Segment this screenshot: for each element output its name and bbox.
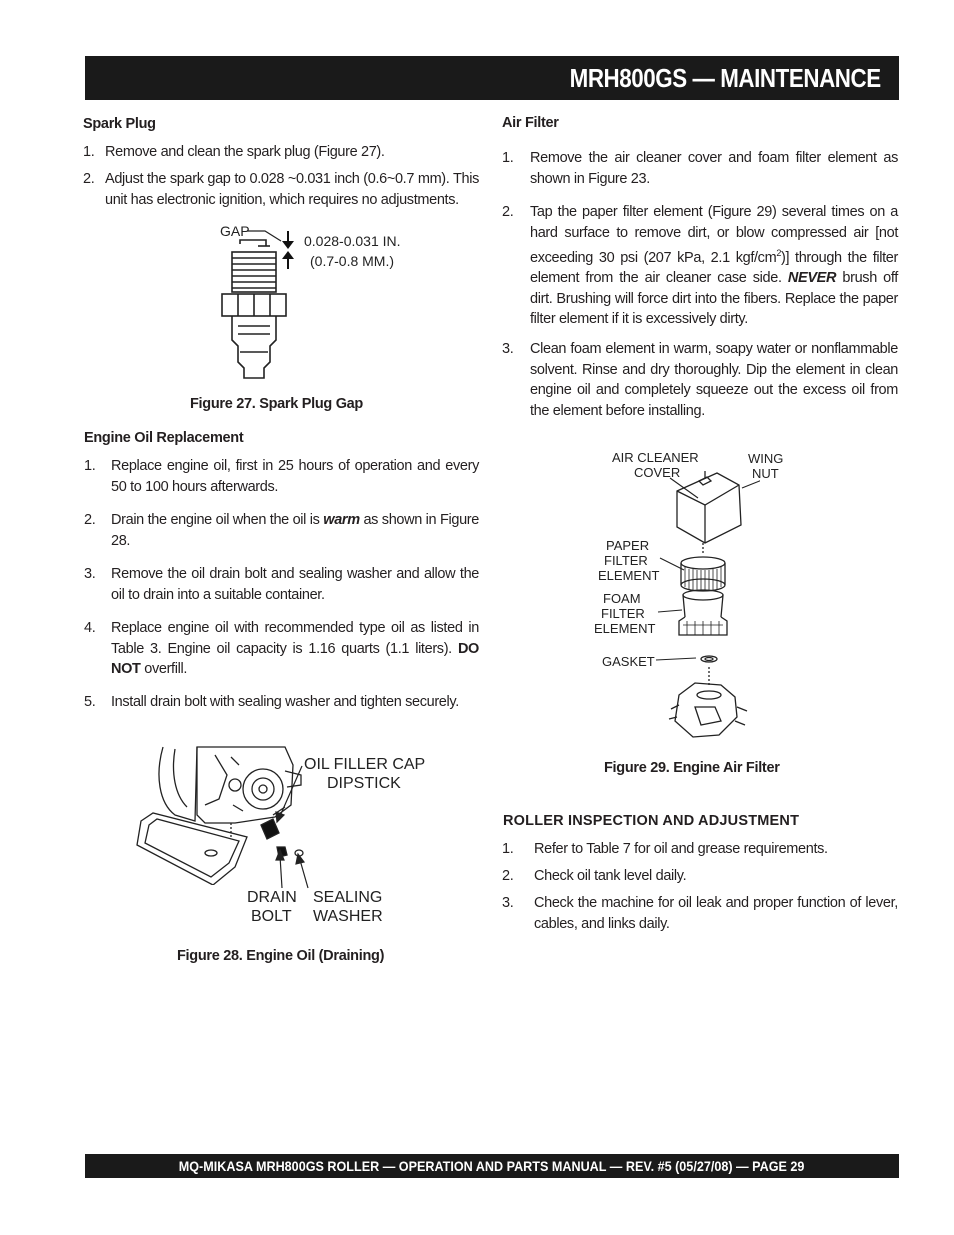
drain-bolt-label-1: DRAIN <box>247 889 297 906</box>
page-title: MRH800GS — MAINTENANCE <box>569 62 881 93</box>
paper-filter-label-3: ELEMENT <box>598 568 660 583</box>
figure-29-caption: Figure 29. Engine Air Filter <box>604 760 780 776</box>
paper-filter-label-2: FILTER <box>604 553 648 568</box>
list-item: 2. Check oil tank level daily. <box>502 868 687 884</box>
list-item: 3. Check the machine for oil leak and proper function of lever, cables, and links daily. <box>502 895 898 932</box>
oil-filler-cap-label: OIL FILLER CAP <box>304 756 426 773</box>
page-header <box>85 56 899 100</box>
paper-filter-label-1: PAPER <box>606 538 650 553</box>
gap-arrows-icon <box>281 231 295 271</box>
air-cleaner-cover-label-1: AIR CLEANER <box>612 450 699 465</box>
gap-spec-mm: (0.7-0.8 MM.) <box>310 253 395 269</box>
gasket-label: GASKET <box>602 654 655 669</box>
spark-plug-heading: Spark Plug <box>83 116 156 132</box>
foam-filter-label-1: FOAM <box>603 591 641 606</box>
wing-nut-label-1: WING <box>748 451 784 466</box>
list-item: 3. Clean foam element in warm, soapy water or nonflammable solvent. Rinse and dry thoroughly. Dip the element in clean engine oil and completely squeeze out the excess oil from the element before installing. <box>502 341 898 419</box>
gap-spec-inch: 0.028-0.031 IN. <box>304 233 401 249</box>
list-item: 5. Install drain bolt with sealing washer and tighten securely. <box>84 694 459 710</box>
list-item: 2. Tap the paper filter element (Figure 29) several times on a hard surface to remove dirt, or blow compressed air [not exceeding 30 psi (207 kPa, 2.1 kgf/$cm^2$)] through the filter element from the air cleaner case side. NEVER brush off dirt. Brushing will force dirt into the fibers. Replace the paper filter element if it is excessively dirty. <box>502 204 898 328</box>
roller-heading: ROLLER INSPECTION AND ADJUSTMENT <box>503 813 800 829</box>
list-item: 1. Replace engine oil, first in 25 hours of operation and every 50 to 100 hours afterwards. <box>84 458 479 495</box>
list-item: 3. Remove the oil drain bolt and sealing washer and allow the oil to drain into a suitable container. <box>84 566 479 603</box>
dipstick-label: DIPSTICK <box>327 775 401 792</box>
sealing-washer-label-2: WASHER <box>313 908 383 925</box>
list-item: 4. Replace engine oil with recommended type oil as listed in Table 3. Engine oil capacity is 1.16 quarts (1.1 liters). DO NOT overfill. <box>84 620 479 677</box>
list-item: 1. Remove the air cleaner cover and foam filter element as shown in Figure 23. <box>502 150 898 187</box>
list-item: 1. Refer to Table 7 for oil and grease requirements. <box>502 841 828 857</box>
wing-nut-label-2: NUT <box>752 466 779 481</box>
figure-28-caption: Figure 28. Engine Oil (Draining) <box>177 948 385 964</box>
air-filter-heading: Air Filter <box>502 115 559 131</box>
list-item: 2. Adjust the spark gap to 0.028 ~0.031 inch (0.6~0.7 mm). This unit has electronic ignition, which requires no adjustments. <box>83 171 479 208</box>
air-cleaner-cover-label-2: COVER <box>634 465 681 480</box>
page-footer <box>85 1154 899 1178</box>
drain-bolt-label-2: BOLT <box>251 908 292 925</box>
footer-text: MQ-MIKASA MRH800GS ROLLER — OPERATION AND PARTS MANUAL — REV. #5 (05/27/08) — PAGE 29 <box>179 1158 805 1174</box>
list-item: 2. Drain the engine oil when the oil is warm as shown in Figure 28. <box>84 512 479 549</box>
list-item: 1. Remove and clean the spark plug (Figure 27). <box>83 144 385 160</box>
engine-oil-heading: Engine Oil Replacement <box>84 430 244 446</box>
foam-filter-label-2: FILTER <box>601 606 645 621</box>
foam-filter-label-3: ELEMENT <box>594 621 656 636</box>
figure-27-caption: Figure 27. Spark Plug Gap <box>190 396 363 412</box>
sealing-washer-label-1: SEALING <box>313 889 383 906</box>
gap-label: GAP <box>220 223 250 239</box>
